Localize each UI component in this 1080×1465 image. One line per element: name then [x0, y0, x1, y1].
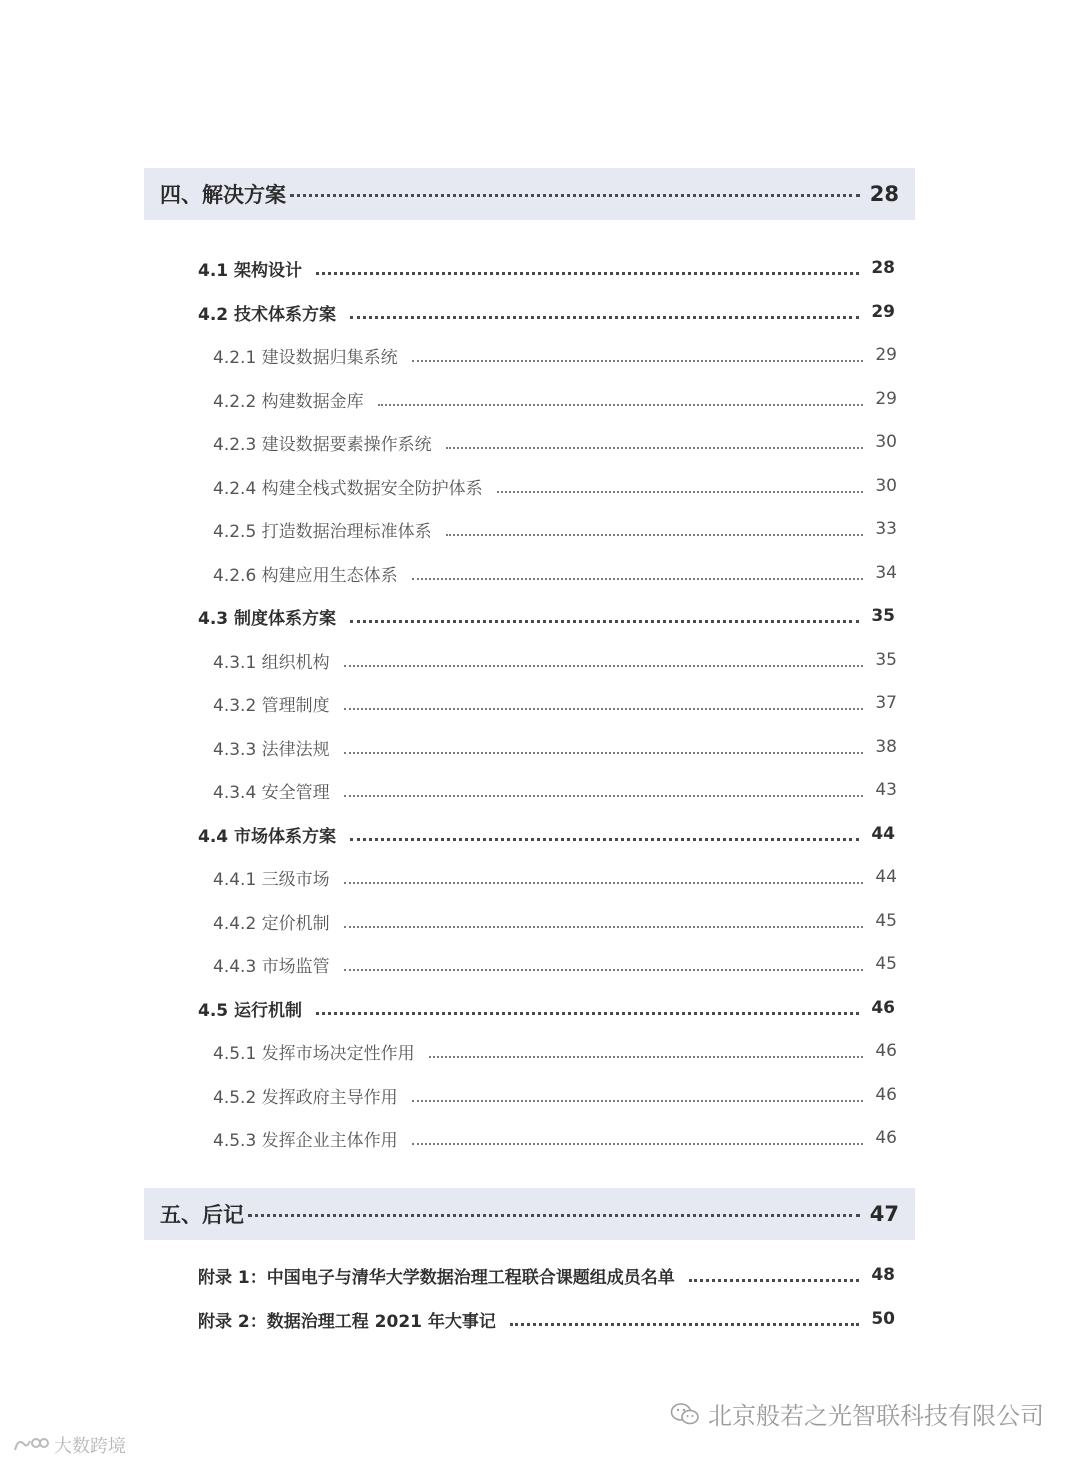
- toc-entry-title: 4.2.2 构建数据金库: [213, 391, 364, 412]
- toc-entry-title: 4.3.3 法律法规: [213, 739, 330, 760]
- toc-page-number: 45: [875, 954, 897, 974]
- toc-entry-title: 4.2.4 构建全栈式数据安全防护体系: [213, 478, 483, 499]
- toc-entry-appendix-2[interactable]: [198, 1304, 895, 1334]
- dot-leader: [412, 1100, 864, 1102]
- dot-leader: [412, 578, 864, 580]
- dot-leader: [316, 272, 859, 275]
- toc-entry-title: 4.5.3 发挥企业主体作用: [213, 1130, 398, 1151]
- toc-page-number: 44: [875, 867, 897, 887]
- toc-entry-4-4-1[interactable]: [213, 862, 897, 892]
- toc-chapter-5[interactable]: [144, 1188, 915, 1240]
- wechat-icon: [670, 1402, 700, 1426]
- dot-leader: [344, 882, 864, 884]
- toc-entry-title: 4.3.4 安全管理: [213, 782, 330, 803]
- toc-page-number: 50: [871, 1309, 895, 1329]
- toc-page-number: 38: [875, 737, 897, 757]
- toc-entry-4-2-3[interactable]: [213, 427, 897, 457]
- watermark-company-text: 北京般若之光智联科技有限公司: [708, 1402, 1044, 1430]
- toc-entry-title: 4.2.6 构建应用生态体系: [213, 565, 398, 586]
- dot-leader: [497, 491, 864, 493]
- toc-page-number: 46: [875, 1041, 897, 1061]
- watermark-brand: [12, 1432, 126, 1458]
- dot-leader: [446, 447, 864, 449]
- toc-chapter-title: 五、后记: [160, 1203, 244, 1227]
- dot-leader: [412, 1143, 864, 1145]
- toc-entry-4-5-2[interactable]: [213, 1080, 897, 1110]
- toc-entry-title: 附录 1：中国电子与清华大学数据治理工程联合课题组成员名单: [198, 1267, 675, 1288]
- toc-entry-title: 4.2.1 建设数据归集系统: [213, 347, 398, 368]
- toc-entry-4-5-3[interactable]: [213, 1123, 897, 1153]
- dot-leader: [344, 708, 864, 710]
- toc-entry-title: 4.1 架构设计: [198, 260, 303, 281]
- toc-entry-title: 4.4 市场体系方案: [198, 826, 337, 847]
- dot-leader: [446, 534, 864, 536]
- dot-leader: [378, 404, 864, 406]
- dot-leader: [248, 1214, 860, 1217]
- toc-chapter-4[interactable]: [144, 168, 915, 220]
- dot-leader: [689, 1279, 860, 1282]
- toc-entry-title: 4.2.3 建设数据要素操作系统: [213, 434, 432, 455]
- toc-page-number: 46: [871, 998, 895, 1018]
- toc-page-number: 28: [871, 258, 895, 278]
- toc-page-number: 45: [875, 911, 897, 931]
- toc-entry-4-3-1[interactable]: [213, 645, 897, 675]
- toc-entry-title: 4.4.2 定价机制: [213, 913, 330, 934]
- toc-entry-4-4-2[interactable]: [213, 906, 897, 936]
- dot-leader: [350, 838, 859, 841]
- toc-entry-4-3[interactable]: [198, 601, 895, 631]
- dot-leader: [344, 752, 864, 754]
- toc-entry-title: 4.5.1 发挥市场决定性作用: [213, 1043, 415, 1064]
- toc-entry-4-2-2[interactable]: [213, 384, 897, 414]
- toc-entry-4-2-1[interactable]: [213, 340, 897, 370]
- toc-entry-title: 4.3 制度体系方案: [198, 608, 337, 629]
- toc-entry-title: 4.2 技术体系方案: [198, 304, 337, 325]
- dot-leader: [316, 1012, 859, 1015]
- toc-entry-4-2-4[interactable]: [213, 471, 897, 501]
- watermark-company: [670, 1396, 1044, 1431]
- toc-page-number: 28: [869, 182, 899, 206]
- toc-entry-4-4-3[interactable]: [213, 949, 897, 979]
- toc-entry-title: 4.2.5 打造数据治理标准体系: [213, 521, 432, 542]
- toc-page-number: 30: [875, 476, 897, 496]
- toc-entry-title: 4.5.2 发挥政府主导作用: [213, 1087, 398, 1108]
- toc-page-number: 46: [875, 1085, 897, 1105]
- toc-page-number: 34: [875, 563, 897, 583]
- dot-leader: [344, 795, 864, 797]
- toc-entry-title: 4.3.2 管理制度: [213, 695, 330, 716]
- toc-entry-4-3-4[interactable]: [213, 775, 897, 805]
- dot-leader: [510, 1323, 859, 1326]
- toc-entry-4-5-1[interactable]: [213, 1036, 897, 1066]
- toc-page-number: 33: [875, 519, 897, 539]
- toc-page-number: 29: [871, 302, 895, 322]
- toc-entry-4-2-5[interactable]: [213, 514, 897, 544]
- dot-leader: [290, 194, 860, 197]
- toc-page-number: 35: [875, 650, 897, 670]
- toc-entry-title: 4.3.1 组织机构: [213, 652, 330, 673]
- watermark-brand-text: 大数跨境: [54, 1436, 126, 1457]
- dot-leader: [344, 969, 864, 971]
- dot-leader: [344, 926, 864, 928]
- toc-entry-4-4[interactable]: [198, 819, 895, 849]
- toc-entry-4-5[interactable]: [198, 993, 895, 1023]
- toc-page-number: 29: [875, 389, 897, 409]
- toc-page-number: 47: [869, 1202, 899, 1226]
- logo-icon: [12, 1434, 50, 1456]
- toc-entry-title: 4.4.1 三级市场: [213, 869, 330, 890]
- toc-page-number: 44: [871, 824, 895, 844]
- toc-page-number: 30: [875, 432, 897, 452]
- toc-page-number: 48: [871, 1265, 895, 1285]
- toc-entry-appendix-1[interactable]: [198, 1260, 895, 1290]
- dot-leader: [429, 1056, 864, 1058]
- toc-entry-4-3-3[interactable]: [213, 732, 897, 762]
- toc-page-number: 46: [875, 1128, 897, 1148]
- toc-page-number: 43: [875, 780, 897, 800]
- toc-chapter-title: 四、解决方案: [160, 183, 286, 207]
- toc-entry-title: 附录 2：数据治理工程 2021 年大事记: [198, 1311, 496, 1332]
- dot-leader: [350, 620, 859, 623]
- dot-leader: [344, 665, 864, 667]
- toc-page-number: 35: [871, 606, 895, 626]
- toc-entry-4-3-2[interactable]: [213, 688, 897, 718]
- toc-entry-title: 4.5 运行机制: [198, 1000, 303, 1021]
- dot-leader: [350, 316, 859, 319]
- toc-page-number: 29: [875, 345, 897, 365]
- toc-entry-4-2[interactable]: [198, 297, 895, 327]
- dot-leader: [412, 360, 864, 362]
- toc-entry-4-2-6[interactable]: [213, 558, 897, 588]
- toc-page-number: 37: [875, 693, 897, 713]
- toc-entry-4-1[interactable]: [198, 253, 895, 283]
- toc-entry-title: 4.4.3 市场监管: [213, 956, 330, 977]
